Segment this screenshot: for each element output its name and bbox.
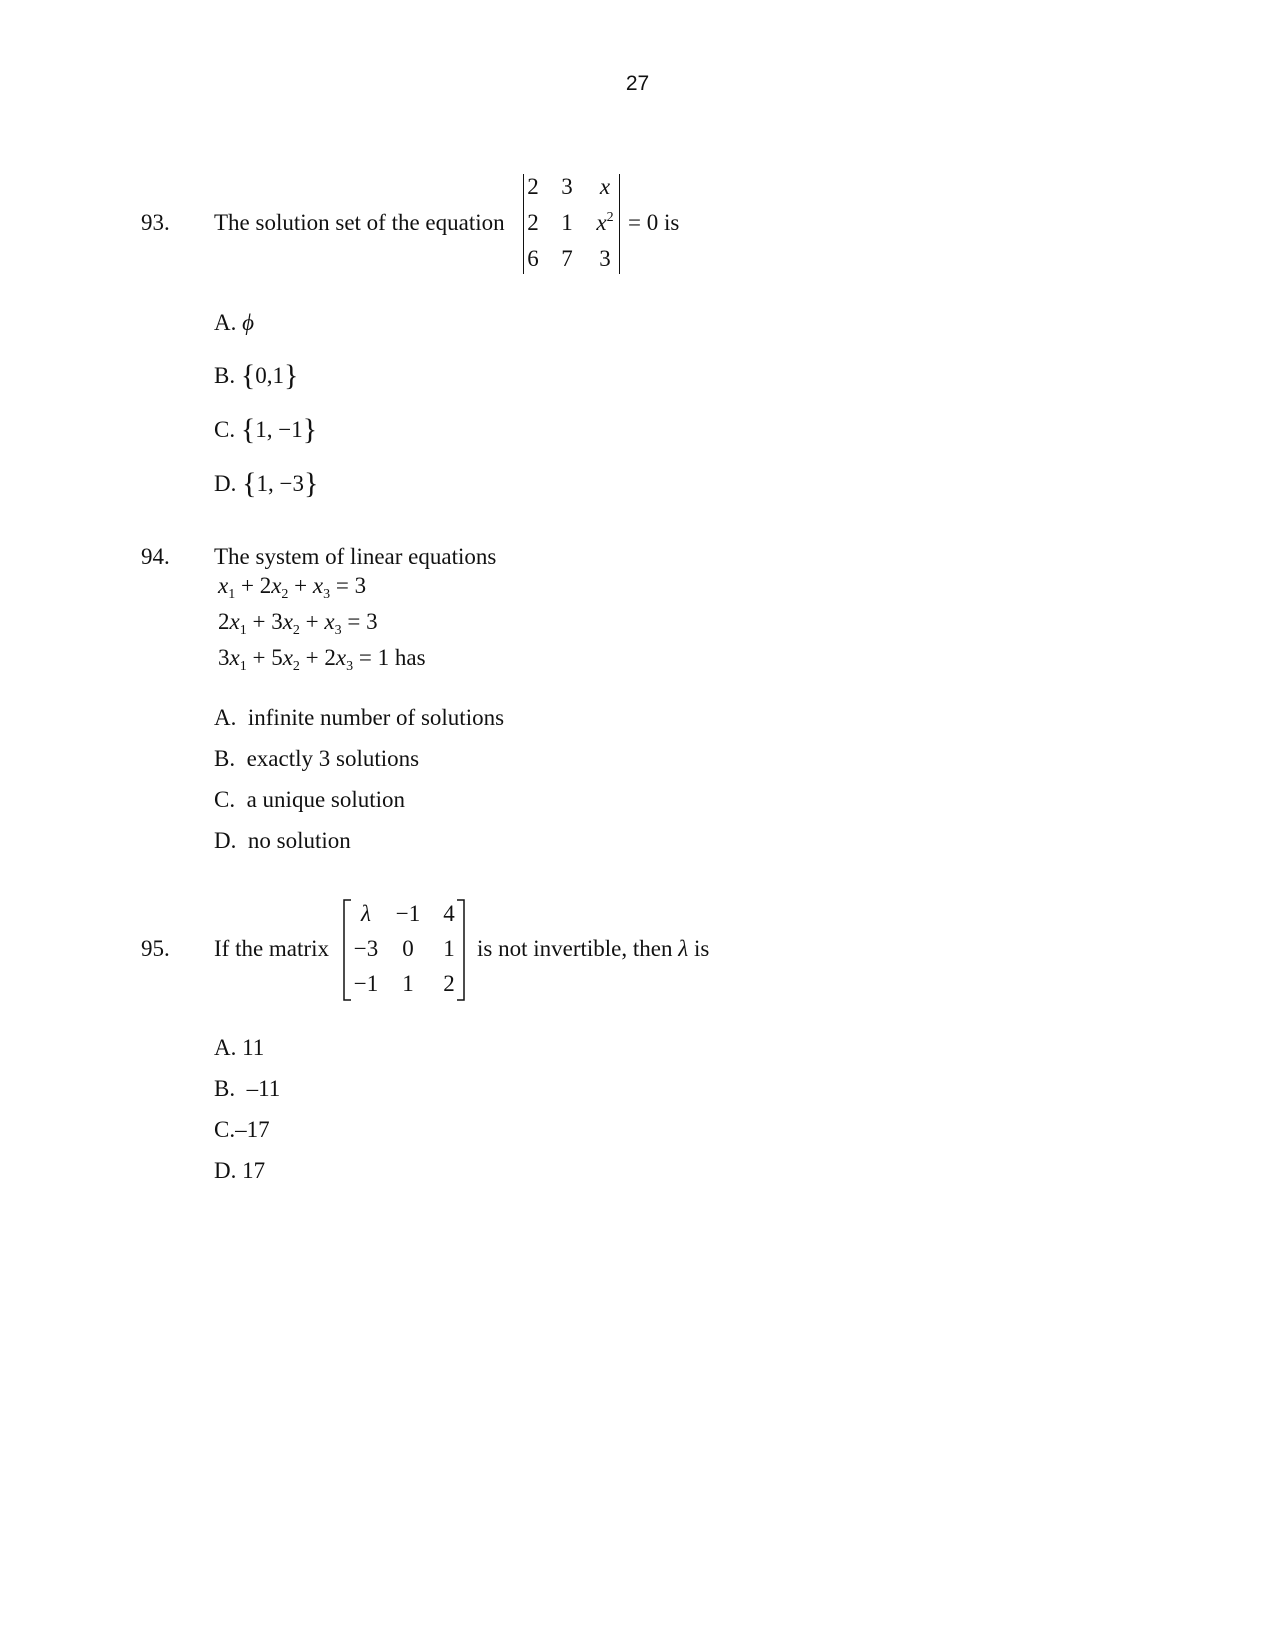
matrix-cell-r2c2: 0 bbox=[402, 936, 414, 961]
var-x: x bbox=[282, 609, 293, 634]
var-x: x bbox=[218, 573, 229, 598]
sub-1: 1 bbox=[239, 623, 247, 638]
var-x: x bbox=[312, 573, 324, 598]
det-cell-r2c3 bbox=[585, 210, 625, 236]
q95-option-c bbox=[214, 1117, 270, 1143]
matrix-cell-r3c3: 2 bbox=[443, 971, 455, 996]
q93-option-c bbox=[214, 413, 317, 447]
option-label: D. bbox=[214, 828, 237, 853]
option-value: ϕ bbox=[242, 310, 255, 335]
eq2-rhs: 3 bbox=[366, 609, 378, 634]
open-brace: { bbox=[242, 467, 257, 500]
option-label: B. bbox=[214, 746, 236, 771]
option-label: D. bbox=[214, 471, 237, 496]
matrix-cell-r1c2: −1 bbox=[395, 901, 421, 926]
option-label: B. bbox=[214, 363, 236, 388]
option-value: 1, −3 bbox=[256, 471, 305, 496]
eq1-coef-x2: 2 bbox=[259, 573, 272, 598]
det-cell-r2c3-exponent: 2 bbox=[606, 210, 614, 225]
open-brace: { bbox=[240, 413, 256, 446]
sub-1: 1 bbox=[228, 587, 236, 602]
var-x: x bbox=[324, 609, 335, 634]
option-label: A. bbox=[214, 1035, 237, 1060]
q93-option-b bbox=[214, 359, 298, 393]
question-95-tail bbox=[477, 936, 709, 962]
det-cell-r1c1: 2 bbox=[527, 174, 539, 199]
option-label: A. bbox=[214, 705, 237, 730]
page-number: 27 bbox=[625, 72, 650, 95]
var-x: x bbox=[229, 645, 240, 670]
close-brace: } bbox=[302, 413, 318, 446]
sub-3: 3 bbox=[323, 587, 331, 602]
tail-end: is bbox=[693, 936, 710, 961]
equation-3: $3x_1 + 5x_2 + 2x_3 = 1$ has bbox=[218, 645, 426, 674]
matrix-cell-r2c3: 1 bbox=[443, 936, 455, 961]
question-93-determinant bbox=[521, 172, 625, 276]
matrix-cell-r3c1: −1 bbox=[353, 971, 379, 996]
option-label: B. bbox=[214, 1076, 236, 1101]
det-cell-r3c2: 7 bbox=[561, 246, 573, 271]
sub-2: 2 bbox=[292, 659, 300, 674]
option-value: 1, −1 bbox=[255, 417, 303, 442]
sub-3: 3 bbox=[346, 659, 354, 674]
lambda-symbol: λ bbox=[678, 936, 689, 961]
option-label: D. bbox=[214, 1158, 237, 1183]
q94-option-d bbox=[214, 828, 351, 854]
option-label: C. bbox=[214, 787, 236, 812]
q95-option-d bbox=[214, 1158, 265, 1184]
matrix-cell-r1c3: 4 bbox=[443, 901, 455, 926]
eq1-rhs: 3 bbox=[354, 573, 367, 598]
eq3-rhs: 1 bbox=[377, 645, 390, 670]
option-value: exactly 3 solutions bbox=[246, 746, 420, 771]
question-95-text: If the matrix bbox=[214, 936, 329, 961]
question-95-matrix bbox=[340, 897, 468, 1003]
option-value: 0,1 bbox=[255, 363, 284, 388]
det-cell-r3c1: 6 bbox=[527, 246, 539, 271]
question-95-number: 95. bbox=[141, 936, 170, 961]
det-cell-r2c1: 2 bbox=[527, 210, 539, 235]
option-label: A. bbox=[214, 310, 237, 335]
q93-option-d bbox=[214, 467, 318, 501]
eq2-coef-x1: 2 bbox=[218, 609, 230, 634]
eq3-suffix: has bbox=[394, 645, 426, 670]
option-value: no solution bbox=[247, 828, 351, 853]
equation-2: $2x_1 + 3x_2 + x_3 = 3$ bbox=[218, 609, 378, 638]
close-brace: } bbox=[284, 359, 299, 392]
question-94-number: 94. bbox=[141, 544, 170, 569]
q95-option-b bbox=[214, 1076, 280, 1102]
q94-option-a bbox=[214, 705, 504, 731]
sub-1: 1 bbox=[239, 659, 247, 674]
eq2-coef-x2: 3 bbox=[271, 609, 283, 634]
open-brace: { bbox=[240, 359, 256, 392]
q93-option-a bbox=[214, 310, 254, 336]
matrix-cell-r1c1: λ bbox=[361, 901, 371, 926]
eq3-coef-x2: 5 bbox=[271, 645, 283, 670]
equation-1: $x_1 + 2x_2 + x_3 = 3$ bbox=[218, 573, 367, 602]
option-value: –11 bbox=[246, 1076, 281, 1101]
var-x: x bbox=[229, 609, 240, 634]
det-cell-r2c2: 1 bbox=[561, 210, 573, 235]
question-94-text: The system of linear equations bbox=[214, 544, 497, 569]
option-value: –17 bbox=[235, 1117, 270, 1142]
option-value: infinite number of solutions bbox=[247, 705, 505, 730]
sub-2: 2 bbox=[292, 623, 300, 638]
var-x: x bbox=[282, 645, 293, 670]
option-value: 11 bbox=[242, 1035, 265, 1060]
option-value: 17 bbox=[242, 1158, 266, 1183]
det-cell-r2c3-base: x bbox=[596, 210, 607, 235]
det-cell-r1c3: x bbox=[599, 174, 611, 199]
option-label: C. bbox=[214, 417, 236, 442]
question-93-number: 93. bbox=[141, 210, 170, 235]
matrix-cell-r2c1: −3 bbox=[353, 936, 379, 961]
sub-3: 3 bbox=[334, 623, 342, 638]
var-x: x bbox=[335, 645, 347, 670]
q94-option-c bbox=[214, 787, 405, 813]
sub-2: 2 bbox=[281, 587, 289, 602]
eq3-coef-x3: 2 bbox=[324, 645, 336, 670]
question-93-text: The solution set of the equation bbox=[214, 210, 505, 235]
var-x: x bbox=[271, 573, 282, 598]
matrix-cell-r3c2: 1 bbox=[402, 971, 414, 996]
q95-option-a bbox=[214, 1035, 264, 1061]
option-label: C. bbox=[214, 1117, 236, 1142]
q94-option-b bbox=[214, 746, 419, 772]
eq3-coef-x1: 3 bbox=[218, 645, 230, 670]
close-brace: } bbox=[304, 467, 319, 500]
option-value: a unique solution bbox=[246, 787, 406, 812]
tail-text: is not invertible, then bbox=[477, 936, 673, 961]
question-93-tail: = 0 is bbox=[628, 210, 680, 235]
det-cell-r1c2: 3 bbox=[561, 174, 573, 199]
det-cell-r3c3: 3 bbox=[599, 246, 611, 271]
